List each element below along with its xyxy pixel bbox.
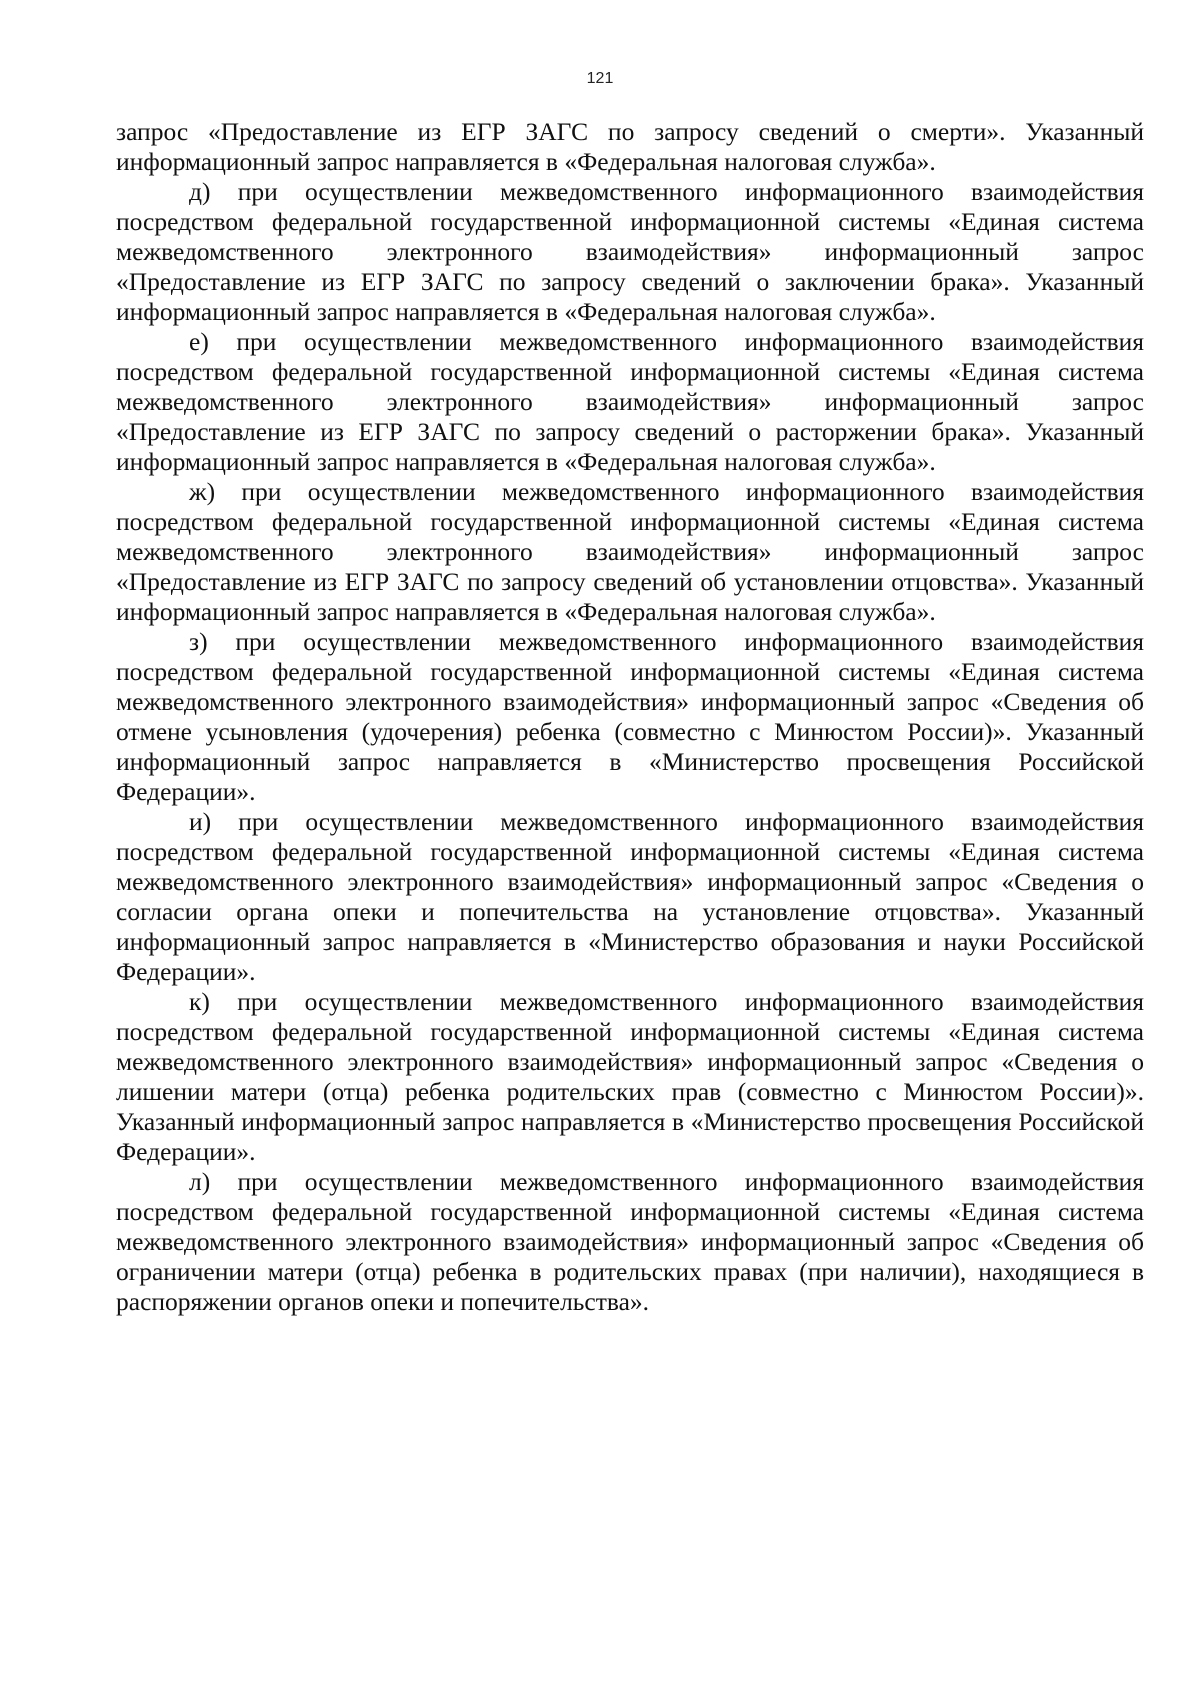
paragraph-item-k: к) при осуществлении межведомственного информационного взаимодействия посредством федеральной государственной информационной системы «Единая система межведомственного электронного взаимодействия» информационный запрос «Сведения о лишении матери (отца) ребенка родительских прав (совместно с Минюстом России)». Указанный информационный запрос направляется в «Министерство просвещения Российской Федерации». — [116, 987, 1144, 1166]
paragraph-continuation: запрос «Предоставление из ЕГР ЗАГС по запросу сведений о смерти». Указанный информационный запрос направляется в «Федеральная налоговая служба». — [116, 117, 1144, 176]
document-body — [116, 117, 1144, 1317]
paragraph-item-l: л) при осуществлении межведомственного информационного взаимодействия посредством федеральной государственной информационной системы «Единая система межведомственного электронного взаимодействия» информационный запрос «Сведения об ограничении матери (отца) ребенка в родительских правах (при наличии), находящиеся в распоряжении органов опеки и попечительства». — [116, 1167, 1144, 1316]
page-number: 121 — [586, 70, 614, 87]
paragraph-item-z: з) при осуществлении межведомственного информационного взаимодействия посредством федеральной государственной информационной системы «Единая система межведомственного электронного взаимодействия» информационный запрос «Сведения об отмене усыновления (удочерения) ребенка (совместно с Минюстом России)». Указанный информационный запрос направляется в «Министерство просвещения Российской Федерации». — [116, 627, 1144, 806]
paragraph-item-d: д) при осуществлении межведомственного информационного взаимодействия посредством федеральной государственной информационной системы «Единая система межведомственного электронного взаимодействия» информационный запрос «Предоставление из ЕГР ЗАГС по запросу сведений о заключении брака». Указанный информационный запрос направляется в «Федеральная налоговая служба». — [116, 177, 1144, 326]
paragraph-item-e: е) при осуществлении межведомственного информационного взаимодействия посредством федеральной государственной информационной системы «Единая система межведомственного электронного взаимодействия» информационный запрос «Предоставление из ЕГР ЗАГС по запросу сведений о расторжении брака». Указанный информационный запрос направляется в «Федеральная налоговая служба». — [116, 327, 1144, 476]
paragraph-item-i: и) при осуществлении межведомственного информационного взаимодействия посредством федеральной государственной информационной системы «Единая система межведомственного электронного взаимодействия» информационный запрос «Сведения о согласии органа опеки и попечительства на установление отцовства». Указанный информационный запрос направляется в «Министерство образования и науки Российской Федерации». — [116, 807, 1144, 986]
paragraph-item-zh: ж) при осуществлении межведомственного информационного взаимодействия посредством федеральной государственной информационной системы «Единая система межведомственного электронного взаимодействия» информационный запрос «Предоставление из ЕГР ЗАГС по запросу сведений об установлении отцовства». Указанный информационный запрос направляется в «Федеральная налоговая служба». — [116, 477, 1144, 626]
